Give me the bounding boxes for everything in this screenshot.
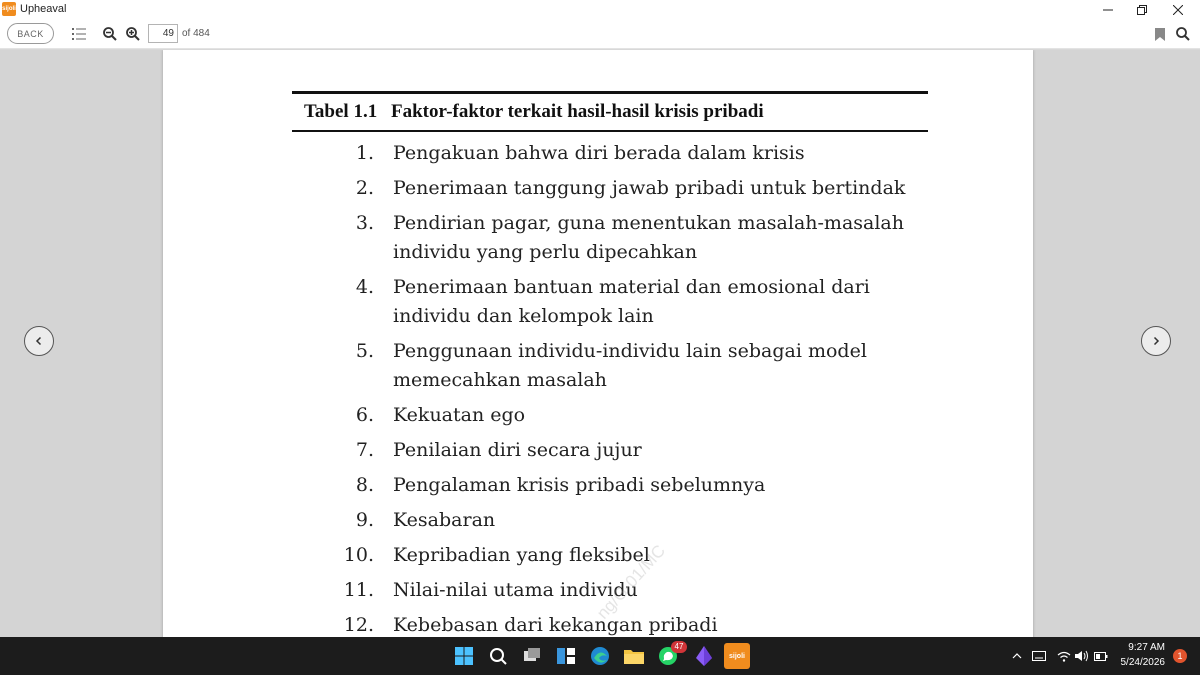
- app-logo-icon: sijoli: [2, 2, 16, 16]
- restore-button[interactable]: [1124, 0, 1160, 20]
- table-caption: [304, 101, 764, 123]
- zoom-in-icon[interactable]: [124, 25, 142, 43]
- windows-start-icon[interactable]: [451, 643, 477, 669]
- edge-browser-icon[interactable]: [587, 643, 613, 669]
- table-header-rule: [292, 130, 928, 132]
- factor-text-line: Pendirian pagar, guna menentukan masalah-masalah: [393, 212, 904, 234]
- zoom-out-icon[interactable]: [101, 25, 119, 43]
- factor-text: [393, 273, 913, 331]
- minimize-button[interactable]: [1090, 0, 1126, 20]
- keyboard-icon[interactable]: [1031, 647, 1047, 665]
- previous-page-button[interactable]: [24, 326, 54, 356]
- factor-text: [393, 436, 913, 465]
- factor-item: [163, 401, 1033, 430]
- factor-item: [163, 436, 1033, 465]
- factor-text: [393, 401, 913, 430]
- factor-text-line: Pengakuan bahwa diri berada dalam krisis: [393, 142, 805, 164]
- bookmark-icon[interactable]: [1151, 25, 1169, 43]
- factor-text-line: Penggunaan individu-individu lain sebagai model: [393, 340, 867, 362]
- factor-item: [163, 139, 1033, 168]
- factor-text: [393, 576, 913, 605]
- factor-number: 8.: [355, 474, 374, 496]
- factor-number: 11.: [343, 579, 374, 601]
- table-top-rule: [292, 91, 928, 94]
- crystal-app-icon[interactable]: [691, 643, 717, 669]
- factor-text-line: Kekuatan ego: [393, 404, 526, 426]
- chevron-right-icon: [1151, 336, 1161, 346]
- factor-item: [163, 273, 1033, 331]
- factor-number: 1.: [355, 142, 374, 164]
- whatsapp-badge: 47: [671, 641, 687, 653]
- watermark: ng/G-01/MC: [593, 541, 670, 623]
- factor-item: [163, 576, 1033, 605]
- factor-text-line: Penilaian diri secara jujur: [393, 439, 642, 461]
- factor-number: 5.: [355, 340, 374, 362]
- factor-item: [163, 541, 1033, 570]
- file-explorer-icon[interactable]: [621, 643, 647, 669]
- table-of-contents-icon[interactable]: [70, 25, 88, 43]
- factor-number: 10.: [343, 544, 374, 566]
- factor-text: [393, 209, 913, 267]
- factor-item: [163, 209, 1033, 267]
- show-hidden-icons-icon[interactable]: [1010, 647, 1024, 665]
- window-title: Upheaval: [20, 3, 67, 15]
- clock-time[interactable]: 9:27 AM: [1128, 642, 1165, 653]
- factor-text-line: Nilai-nilai utama individu: [393, 579, 638, 601]
- factor-item: [163, 506, 1033, 535]
- taskbar-search-icon[interactable]: [485, 643, 511, 669]
- factor-text: [393, 139, 913, 168]
- factor-number: 6.: [355, 404, 374, 426]
- factor-text-line: Kesabaran: [393, 509, 496, 531]
- factor-text-line: Penerimaan tanggung jawab pribadi untuk bertindak: [393, 177, 906, 199]
- title-bar: [0, 0, 1200, 20]
- next-page-button[interactable]: [1141, 326, 1171, 356]
- factor-item: [163, 471, 1033, 500]
- page-total-label: of 484: [182, 28, 210, 39]
- factor-text: [393, 611, 913, 637]
- reader-toolbar: [0, 20, 1200, 49]
- book-page: [163, 50, 1033, 637]
- factor-text: [393, 174, 913, 203]
- factor-text-line: memecahkan masalah: [393, 369, 607, 391]
- notification-badge[interactable]: 1: [1173, 649, 1187, 663]
- battery-icon[interactable]: [1093, 647, 1109, 665]
- factor-item: [163, 174, 1033, 203]
- factor-text: [393, 337, 913, 395]
- chevron-left-icon: [34, 336, 44, 346]
- widgets-icon[interactable]: [553, 643, 579, 669]
- factor-text-line: individu yang perlu dipecahkan: [393, 241, 698, 263]
- table-number: Tabel 1.1: [304, 101, 378, 122]
- factor-text-line: Kebebasan dari kekangan pribadi: [393, 614, 718, 636]
- factor-text-line: Penerimaan bantuan material dan emosional dari: [393, 276, 870, 298]
- table-title: Faktor-faktor terkait hasil-hasil krisis pribadi: [390, 101, 764, 122]
- factor-item: [163, 337, 1033, 395]
- factor-number: 2.: [355, 177, 374, 199]
- search-icon[interactable]: [1174, 25, 1192, 43]
- clock-date[interactable]: 5/24/2026: [1120, 657, 1165, 668]
- factor-number: 12.: [343, 614, 374, 636]
- wifi-icon[interactable]: [1056, 647, 1072, 665]
- task-view-icon[interactable]: [519, 643, 545, 669]
- factor-number: 3.: [355, 212, 374, 234]
- document-viewer[interactable]: [0, 50, 1200, 637]
- sijoli-app-icon[interactable]: sijoli: [724, 643, 750, 669]
- factor-number: 4.: [355, 276, 374, 298]
- close-button[interactable]: [1160, 0, 1196, 20]
- back-button[interactable]: BACK: [7, 23, 54, 44]
- factor-text: [393, 506, 913, 535]
- page-number-input[interactable]: [148, 24, 178, 43]
- volume-icon[interactable]: [1074, 647, 1090, 665]
- factor-text-line: Kepribadian yang fleksibel: [393, 544, 650, 566]
- factor-text-line: Pengalaman krisis pribadi sebelumnya: [393, 474, 766, 496]
- factor-number: 9.: [355, 509, 374, 531]
- taskbar: [0, 637, 1200, 675]
- factor-text-line: individu dan kelompok lain: [393, 305, 654, 327]
- factor-number: 7.: [355, 439, 374, 461]
- factor-text: [393, 471, 913, 500]
